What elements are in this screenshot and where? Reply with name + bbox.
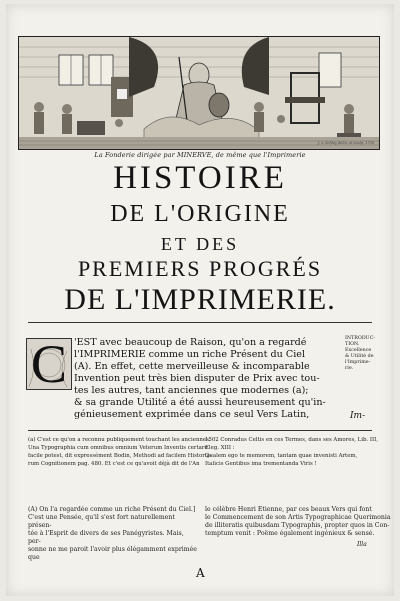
footnote-line: Eleg. XIII : [205,445,235,451]
footnote-line: le célèbre Henri Etienne, par ces beaux Vers qui font [205,506,372,513]
title-rule [28,322,372,323]
title-line-1: HISTOIRE [113,160,287,196]
footnote-line: tée à l'Esprit de divers de ses Panégyristes. Mais, per- [28,530,184,545]
footnote-line: (a) C'est ce qu'on a reconnu publiquement touchant les anciennes. [28,437,211,443]
body-line: (A). En effet, cette merveilleuse & incomparable [74,361,310,372]
footnote-A-left [28,506,198,562]
footnote-line: le Commencement de son Artis Typographicae Querimonia [205,514,391,521]
body-line: génieusement exprimée dans ce seul Vers Latin, [74,409,310,420]
body-line: Invention peut très bien disputer de Prix avec tou- [74,373,320,384]
margin-note-line: rie. [345,366,354,371]
footnote-line: temptum venit : Poëme également ingénieux & sensé. [205,530,375,537]
footnote-line: facile potest, dit expressément Bodin, Methodi ad facilem Historia- [28,453,212,459]
footnote-line: Qualem ego te memorem, tantam quae invenisti Artem, [205,453,358,459]
footnote-line: (A) On l'a regardée comme un riche Présent du Ciel.] C'est une Pensée, qu'il s'est fort naturellement présen- [28,506,196,529]
ornamental-drop-cap [26,338,72,390]
body-line: 'EST avec beaucoup de Raison, qu'on a regardé [74,337,307,348]
footnote-line: 1502 Conradus Celtis en ces Termes, dans ses Amores, Lib. III, [205,437,378,443]
engraver-credit: J. v. Schley delin. et sculp. 1739 [318,141,375,145]
footnote-line: de illiteratis quibusdam Typographis, propter quos in Con- [205,522,390,529]
margin-note-line: & Utilité de [345,354,374,359]
footer-catchword: Illa [357,541,367,548]
title-line-5: DE L'IMPRIMERIE. [64,283,336,316]
footnote-line: rum Cognitionem pag. 480. Et c'est ce qu'avoit déjà dit de l'An [28,461,200,467]
body-line: & sa grande Utilité a été aussi heureusement qu'in- [74,397,326,408]
footnote-rule [28,430,372,431]
footnote-line: Una Typographia cum omnibus omnium Veterum Inventis certare [28,445,208,451]
margin-note-line: l'Imprime- [345,360,371,365]
body-line: tes les autres, tant anciennes que modernes (a); [74,385,309,396]
footnote-line: Italicis Gentibus ima trementanda Viris ! [205,461,317,467]
drop-cap-letter: C [30,338,68,390]
footnote-A-right [205,506,391,538]
body-catchword: Im- [350,411,366,421]
margin-note [345,336,389,372]
engraving-caption: La Fonderie dirigée par MINERVE, de même que l'Imprimerie [94,151,306,159]
margin-note-line: Excellence [345,348,372,353]
title-line-2: DE L'ORIGINE [110,201,290,227]
body-line: l'IMPRIMERIE comme un riche Présent du Ciel [74,349,306,360]
margin-note-line: TION. [345,342,360,347]
engraving-illustration [18,36,380,150]
title-line-3: ET DES [160,234,240,254]
printing-workshop-engraving [19,37,379,149]
signature-mark: A [196,566,205,580]
margin-note-line: INTRODUC- [345,336,376,341]
footnote-line: sonne ne me paroit l'avoir plus élégamment exprimée que [28,546,197,561]
title-line-4: PREMIERS PROGRÉS [77,256,323,281]
